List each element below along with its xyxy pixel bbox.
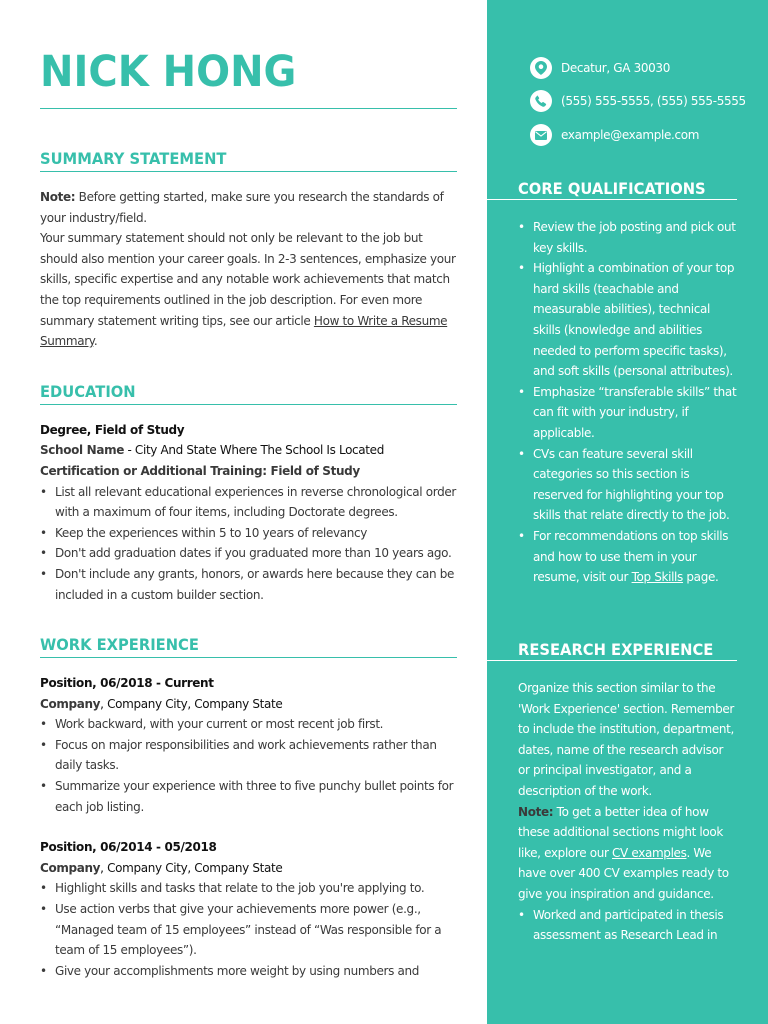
email-icon bbox=[530, 124, 552, 146]
research-note-text: To get a better idea of how these additional sections might look like, explore our bbox=[518, 804, 723, 860]
school-location: - City And State Where The School Is Located bbox=[124, 443, 384, 458]
location-pin-icon bbox=[530, 57, 552, 79]
sidebar bbox=[487, 0, 768, 1024]
main-column bbox=[40, 44, 457, 981]
job-company: Company bbox=[40, 860, 101, 875]
list-item: • Highlight a combination of your top hard skills (teachable and measurable abilities), technical skills (knowledge and abilities needed to perform specific tasks), and soft skills (personal attributes). bbox=[518, 258, 738, 382]
job-location: , Company City, Company State bbox=[100, 696, 283, 711]
job-company: Company bbox=[40, 696, 101, 711]
list-item: • Use action verbs that give your achievements more power (e.g., “Managed team of 15 employees” instead of “Was responsible for a team of 15 employees”). bbox=[40, 899, 457, 961]
job-bullets bbox=[40, 878, 457, 981]
list-item: • Summarize your experience with three to five punchy bullet points for each job listing. bbox=[40, 776, 457, 817]
list-item bbox=[518, 526, 738, 588]
top-skills-end: page. bbox=[682, 570, 719, 585]
degree: Degree, Field of Study bbox=[40, 422, 185, 437]
top-skills-text: For recommendations on top skills and how to use them in your resume, visit our bbox=[533, 528, 729, 585]
research-note-label: Note: bbox=[518, 804, 554, 819]
contact-phone bbox=[530, 90, 750, 112]
research-divider bbox=[487, 660, 737, 661]
research-title: RESEARCH EXPERIENCE bbox=[518, 640, 714, 659]
contact-email bbox=[530, 124, 750, 146]
qualifications-list-wrap bbox=[518, 217, 738, 588]
job-bullets bbox=[40, 714, 457, 817]
qualifications-divider bbox=[487, 199, 737, 200]
list-item: • Review the job posting and pick out key skills. bbox=[518, 217, 738, 258]
research-bullets bbox=[518, 905, 738, 946]
candidate-name: NICK HONG bbox=[40, 47, 297, 97]
list-item: • Highlight skills and tasks that relate to the job you're applying to. bbox=[40, 878, 457, 899]
list-item: • List all relevant educational experiences in reverse chronological order with a maximum of four items, including Doctorate degrees. bbox=[40, 482, 457, 523]
qualifications-bullets bbox=[518, 217, 738, 588]
school-name: School Name bbox=[40, 443, 125, 458]
education-bullets bbox=[40, 482, 457, 606]
job-company-line bbox=[40, 694, 457, 715]
certification: Certification or Additional Training: Field of Study bbox=[40, 463, 360, 478]
summary-note bbox=[40, 187, 457, 228]
list-item: • Work backward, with your current or most recent job first. bbox=[40, 714, 457, 735]
list-item: • Don't add graduation dates if you graduated more than 10 years ago. bbox=[40, 543, 457, 564]
job-company-line bbox=[40, 858, 457, 879]
list-item: • Don't include any grants, honors, or awards here because they can be included in a custom builder section. bbox=[40, 564, 457, 605]
school-line bbox=[40, 440, 457, 461]
cv-examples-link[interactable]: CV examples bbox=[612, 845, 687, 860]
research-note bbox=[518, 802, 738, 905]
list-item: • Keep the experiences within 5 to 10 years of relevancy bbox=[40, 523, 457, 544]
summary-title: SUMMARY STATEMENT bbox=[40, 149, 227, 168]
email-text: example@example.com bbox=[561, 128, 700, 142]
list-item: • CVs can feature several skill categories so this section is reserved for highlighting your top skills that relate directly to the job. bbox=[518, 444, 738, 526]
job-position: Position, 06/2014 - 05/2018 bbox=[40, 840, 217, 855]
education-divider bbox=[40, 404, 457, 405]
work-section bbox=[40, 635, 457, 981]
summary-divider bbox=[40, 171, 457, 172]
resume-summary-link[interactable]: How to Write a Resume Summary bbox=[40, 313, 448, 349]
job-position: Position, 06/2018 - Current bbox=[40, 676, 214, 691]
address-text: Decatur, GA 30030 bbox=[561, 61, 670, 75]
summary-section bbox=[40, 149, 457, 352]
work-divider bbox=[40, 657, 457, 658]
summary-note-label: Note: bbox=[40, 190, 76, 204]
work-title: WORK EXPERIENCE bbox=[40, 635, 199, 655]
list-item: • Emphasize “transferable skills” that can fit with your industry, if applicable. bbox=[518, 382, 738, 444]
education-section bbox=[40, 382, 457, 605]
research-content bbox=[518, 678, 738, 946]
top-skills-link[interactable]: Top Skills bbox=[631, 570, 683, 585]
research-note-end: . We have over 400 CV examples ready to give you inspiration and guidance. bbox=[518, 845, 729, 901]
summary-end: . bbox=[93, 334, 98, 349]
list-item: • Worked and participated in thesis assessment as Research Lead in bbox=[518, 905, 738, 946]
summary-note-text: Before getting started, make sure you research the standards of your industry/field. bbox=[40, 190, 444, 225]
list-item: • Give your accomplishments more weight by using numbers and bbox=[40, 961, 457, 982]
summary-body bbox=[40, 228, 457, 352]
list-item: • Focus on major responsibilities and work achievements rather than daily tasks. bbox=[40, 735, 457, 776]
job-location: , Company City, Company State bbox=[100, 860, 283, 875]
phone-text: (555) 555-5555, (555) 555-5555 bbox=[561, 94, 746, 108]
education-title: EDUCATION bbox=[40, 381, 136, 401]
contact-address bbox=[530, 57, 750, 79]
research-body: Organize this section similar to the 'Work Experience' section. Remember to include the institution, department, dates, name of the research advisor or principal investigator, and a description of the work. bbox=[518, 681, 735, 798]
phone-icon bbox=[530, 90, 552, 112]
qualifications-title: CORE QUALIFICATIONS bbox=[518, 179, 706, 198]
name-divider bbox=[40, 108, 457, 109]
summary-body-text: Your summary statement should not only be relevant to the job but should also mention your career goals. In 2-3 sentences, emphasize your skills, specific expertise and any notable work achievements that match the top requirements outlined in the job description. For even more summary statement writing tips, see our article bbox=[40, 231, 456, 328]
